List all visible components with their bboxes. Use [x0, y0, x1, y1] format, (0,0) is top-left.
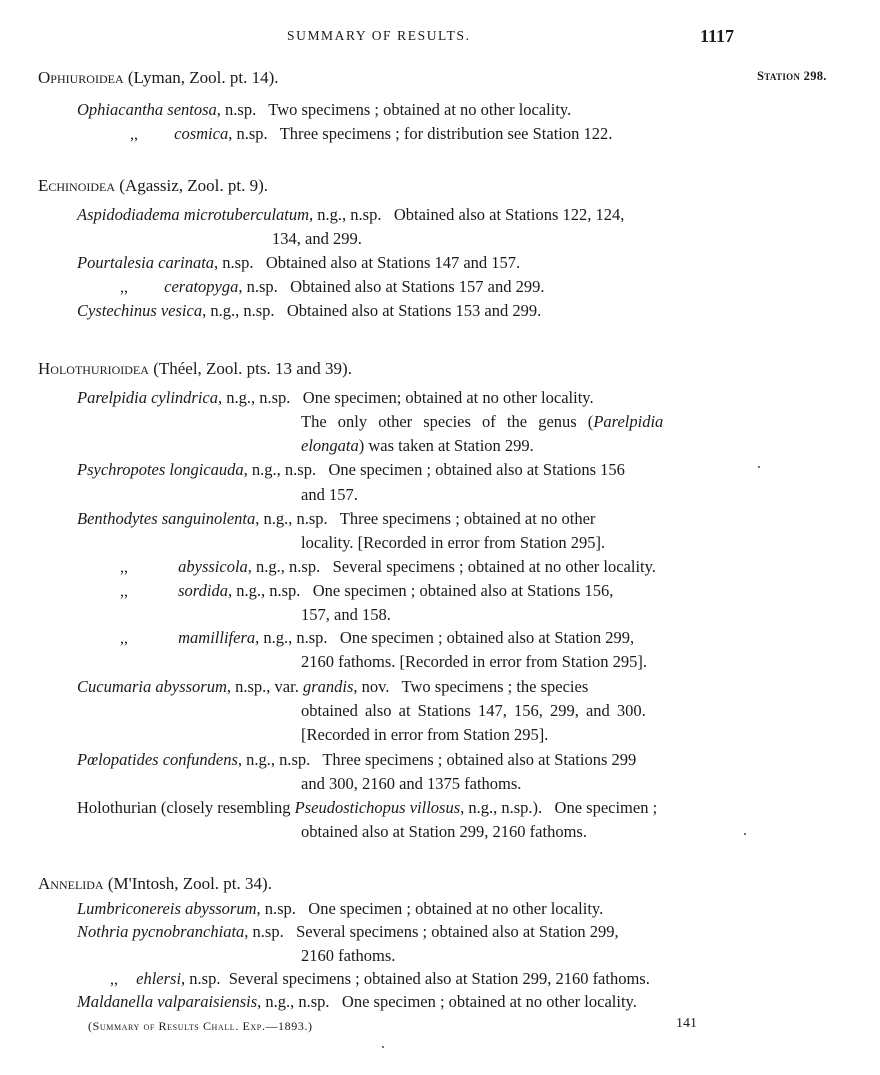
species-entry	[77, 750, 636, 770]
species-name: Cucumaria abyssorum	[77, 677, 227, 696]
ditto-mark: ,,	[120, 583, 128, 600]
species-text: , n.g., n.sp. Obtained also at Stations 153 and 299.	[202, 301, 542, 320]
species-name: Cystechinus vesica	[77, 301, 203, 320]
species-continuation: 134, and 299.	[272, 229, 362, 248]
group-ref: (Agassiz, Zool. pt. 9).	[119, 176, 269, 195]
species-name: ehlersi	[136, 969, 182, 988]
species-name: Benthodytes sanguinolenta	[77, 509, 256, 528]
group-name: Annelida	[38, 874, 104, 893]
group-ref: (M'Intosh, Zool. pt. 34).	[107, 874, 272, 893]
species-text: , nov. Two specimens ; the species	[353, 677, 589, 696]
running-head: SUMMARY OF RESULTS.	[287, 28, 471, 43]
species-text: , n.g., n.sp. One specimen ; obtained also at Stations 156	[243, 460, 625, 479]
species-name: cosmica	[174, 124, 229, 143]
species-continuation: 2160 fathoms. [Recorded in error from Station 295].	[301, 652, 647, 671]
group-ref: (Théel, Zool. pts. 13 and 39).	[153, 359, 352, 378]
species-text: , n.g., n.sp.). One specimen ;	[460, 798, 658, 817]
species-entry	[77, 509, 595, 529]
ditto-mark: ,,	[130, 126, 138, 143]
species-name: Aspidodiadema microtuberculatum	[77, 205, 310, 224]
group-heading-annelida	[38, 874, 272, 894]
species-continuation	[301, 436, 534, 456]
ditto-mark: ,,	[110, 971, 118, 988]
species-text: , n.g., n.sp. Three specimens ; obtained at no other	[255, 509, 596, 528]
species-continuation: obtained also at Station 299, 2160 fathoms.	[301, 822, 587, 841]
species-entry	[77, 100, 571, 120]
genus-name: Parelpidia	[593, 412, 664, 431]
species-text: , n.sp. Obtained also at Stations 147 and 157.	[214, 253, 521, 272]
species-name: mamillifera	[178, 628, 256, 647]
species-entry	[77, 460, 625, 480]
species-text: , n.sp. Several specimens ; obtained also at Station 299, 2160 fathoms.	[181, 969, 650, 988]
species-text: , n.sp. One specimen ; obtained at no other locality.	[256, 899, 604, 918]
group-heading-echinoidea	[38, 176, 268, 196]
print-speck	[382, 1046, 384, 1048]
species-name: Lumbriconereis abyssorum	[77, 899, 257, 918]
species-text: , n.g., n.sp. One specimen ; obtained also at Station 299,	[255, 628, 635, 647]
cont-text: ) was taken at Station 299.	[358, 436, 534, 455]
species-text: , n.sp. Several specimens ; obtained also at Station 299,	[244, 922, 619, 941]
ditto-mark: ,,	[120, 559, 128, 576]
cont-text: The only other species of the genus (	[301, 412, 594, 431]
species-entry	[77, 205, 624, 225]
species-name: abyssicola	[178, 557, 248, 576]
species-continuation: and 300, 2160 and 1375 fathoms.	[301, 774, 522, 793]
ditto-mark: ,,	[120, 279, 128, 296]
species-name: ceratopyga	[164, 277, 239, 296]
species-entry	[120, 277, 545, 297]
group-heading-ophiuroidea	[38, 68, 278, 88]
species-text: , n.g., n.sp. One specimen ; obtained also at Stations 156,	[227, 581, 614, 600]
species-entry	[77, 677, 588, 697]
print-speck	[758, 466, 760, 468]
footer-citation: (Summary of Results Chall. Exp.—1893.)	[88, 1019, 313, 1033]
group-heading-holothurioidea	[38, 359, 352, 379]
species-continuation: and 157.	[301, 485, 358, 504]
species-entry	[120, 628, 634, 648]
species-text: , n.sp., var.	[226, 677, 303, 696]
species-entry	[77, 798, 657, 818]
species-text: , n.sp. Two specimens ; obtained at no other locality.	[216, 100, 572, 119]
species-name: Nothria pycnobranchiata	[77, 922, 245, 941]
species-name: sordida	[178, 581, 228, 600]
species-entry	[77, 899, 603, 919]
species-name: Parelpidia cylindrica	[77, 388, 218, 407]
species-name: Maldanella valparaisiensis	[77, 992, 258, 1011]
variety-name: grandis	[302, 677, 354, 696]
page-number: 1117	[700, 26, 735, 46]
species-continuation	[301, 412, 663, 432]
species-entry	[77, 301, 541, 321]
species-name: Psychropotes longicauda	[77, 460, 244, 479]
species-text: , n.g., n.sp. One specimen; obtained at no other locality.	[217, 388, 594, 407]
group-name: Holothurioidea	[38, 359, 149, 378]
species-continuation: locality. [Recorded in error from Station 295].	[301, 533, 606, 552]
species-name: Pseudostichopus villosus	[294, 798, 461, 817]
species-continuation: 157, and 158.	[301, 605, 391, 624]
signature-mark: 141	[676, 1016, 697, 1031]
station-label: Station 298.	[757, 69, 827, 83]
group-name: Echinoidea	[38, 176, 116, 195]
species-entry	[110, 969, 650, 989]
species-text: Holothurian (closely resembling	[77, 798, 295, 817]
species-continuation: obtained also at Stations 147, 156, 299, and 300.	[301, 701, 646, 720]
species-continuation: 2160 fathoms.	[301, 946, 396, 965]
print-speck	[744, 833, 746, 835]
species-text: , n.g., n.sp. One specimen ; obtained at no other locality.	[257, 992, 637, 1011]
species-text: , n.g., n.sp. Several specimens ; obtained at no other locality.	[247, 557, 656, 576]
group-name: Ophiuroidea	[38, 68, 124, 87]
species-text: , n.g., n.sp. Three specimens ; obtained also at Stations 299	[237, 750, 637, 769]
species-name: Pourtalesia carinata	[77, 253, 215, 272]
species-entry	[120, 581, 613, 601]
species-entry	[77, 388, 594, 408]
species-entry	[130, 124, 612, 144]
species-text: , n.sp. Three specimens ; for distribution see Station 122.	[228, 124, 613, 143]
species-text: , n.sp. Obtained also at Stations 157 and 299.	[238, 277, 545, 296]
species-entry	[120, 557, 656, 577]
group-ref: (Lyman, Zool. pt. 14).	[127, 68, 279, 87]
species-name: Pœlopatides confundens	[77, 750, 238, 769]
species-entry	[77, 922, 619, 942]
species-text: , n.g., n.sp. Obtained also at Stations 122, 124,	[309, 205, 625, 224]
ditto-mark: ,,	[120, 630, 128, 647]
species-entry	[77, 992, 637, 1012]
species-name: Ophiacantha sentosa	[77, 100, 217, 119]
species-name: elongata	[301, 436, 359, 455]
species-continuation: [Recorded in error from Station 295].	[301, 725, 549, 744]
species-entry	[77, 253, 520, 273]
